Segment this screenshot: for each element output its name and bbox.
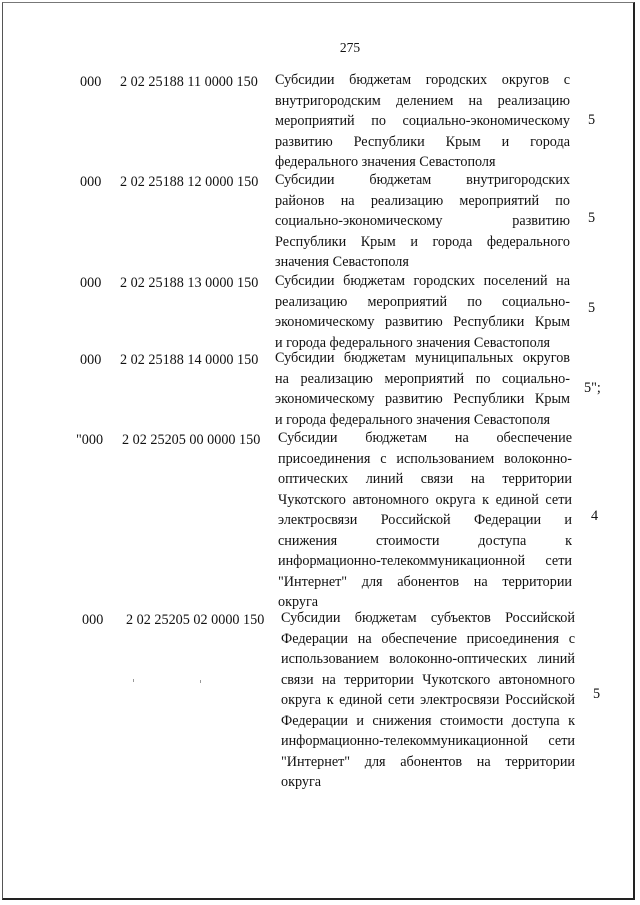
description-line: снижения стоимости доступа к: [278, 532, 572, 549]
description-line: и города федерального значения Севастополя: [275, 334, 551, 351]
description-line: электросвязи Российской Федерации и: [278, 512, 572, 528]
row-value: 5: [588, 300, 596, 316]
row-code: 000: [80, 275, 102, 291]
description-line: информационно-телекоммуникационной сети: [281, 733, 575, 749]
row-code: 000: [80, 174, 102, 190]
description-line: Федерации на обеспечение присоединения с: [281, 630, 575, 647]
row-kbk: 2 02 25188 14 0000 150: [120, 352, 259, 368]
description-line: экономическому развитию Республики Крым: [275, 391, 570, 407]
description-line: Субсидии бюджетам внутригородских: [275, 172, 570, 188]
scan-speck: [133, 679, 134, 682]
description-line: присоединения с использованием волоконно-: [278, 450, 572, 467]
row-description: [275, 70, 570, 173]
description-line: Субсидии бюджетам городских округов с: [275, 72, 570, 88]
description-line: Субсидии бюджетам на обеспечение: [278, 430, 572, 446]
description-line: Федерации и снижения стоимости доступа к: [281, 712, 575, 729]
description-line: развитию Республики Крым и города: [275, 133, 570, 150]
row-value: 4: [591, 508, 599, 524]
description-line: реализацию мероприятий по социально-: [275, 293, 570, 310]
row-code: 000: [80, 352, 102, 368]
description-line: использованием волоконно-оптических линий: [281, 651, 575, 667]
row-value: 5: [588, 210, 596, 226]
row-kbk: 2 02 25188 12 0000 150: [120, 174, 259, 190]
description-line: оптических линий связи на территории: [278, 471, 572, 487]
description-line: внутригородским делением на реализацию: [275, 92, 570, 109]
row-description: [275, 170, 570, 273]
description-line: Субсидии бюджетам муниципальных округов: [275, 350, 570, 366]
description-line: Республики Крым и города федерального: [275, 233, 570, 250]
description-line: округа к единой сети электросвязи Российской: [281, 692, 575, 708]
row-kbk: 2 02 25205 02 0000 150: [126, 612, 265, 628]
description-line: социально-экономическому развитию: [275, 213, 570, 229]
scan-speck: [200, 680, 201, 683]
description-line: значения Севастополя: [275, 254, 409, 270]
description-line: Субсидии бюджетам городских поселений на: [275, 273, 570, 289]
description-line: мероприятий по социально-экономическому: [275, 113, 570, 129]
description-line: Субсидии бюджетам субъектов Российской: [281, 610, 575, 626]
description-line: "Интернет" для абонентов на территории: [278, 573, 572, 590]
row-code: 000: [82, 612, 104, 628]
row-description: [275, 348, 570, 430]
row-code: 000: [80, 74, 102, 90]
row-value: 5";: [584, 380, 601, 396]
description-line: связи на территории Чукотского автономного: [281, 671, 575, 688]
description-line: "Интернет" для абонентов на территории: [281, 753, 575, 770]
description-line: федерального значения Севастополя: [275, 154, 496, 170]
row-value: 5: [593, 686, 601, 702]
row-kbk: 2 02 25205 00 0000 150: [122, 432, 261, 448]
row-code: "000: [76, 432, 104, 448]
row-description: [278, 428, 572, 613]
row-kbk: 2 02 25188 11 0000 150: [120, 74, 258, 90]
row-kbk: 2 02 25188 13 0000 150: [120, 275, 259, 291]
page-number: 275: [339, 40, 361, 55]
row-description: [281, 608, 575, 793]
description-line: информационно-телекоммуникационной сети: [278, 553, 572, 569]
description-line: районов на реализацию мероприятий по: [275, 192, 570, 209]
description-line: округа: [281, 774, 322, 790]
description-line: округа: [278, 594, 319, 610]
description-line: экономическому развитию Республики Крым: [275, 314, 570, 330]
description-line: Чукотского автономного округа к единой сети: [278, 491, 572, 508]
row-value: 5: [588, 112, 596, 128]
description-line: на реализацию мероприятий по социально-: [275, 370, 570, 387]
row-description: [275, 271, 570, 353]
description-line: и города федерального значения Севастополя: [275, 411, 551, 428]
